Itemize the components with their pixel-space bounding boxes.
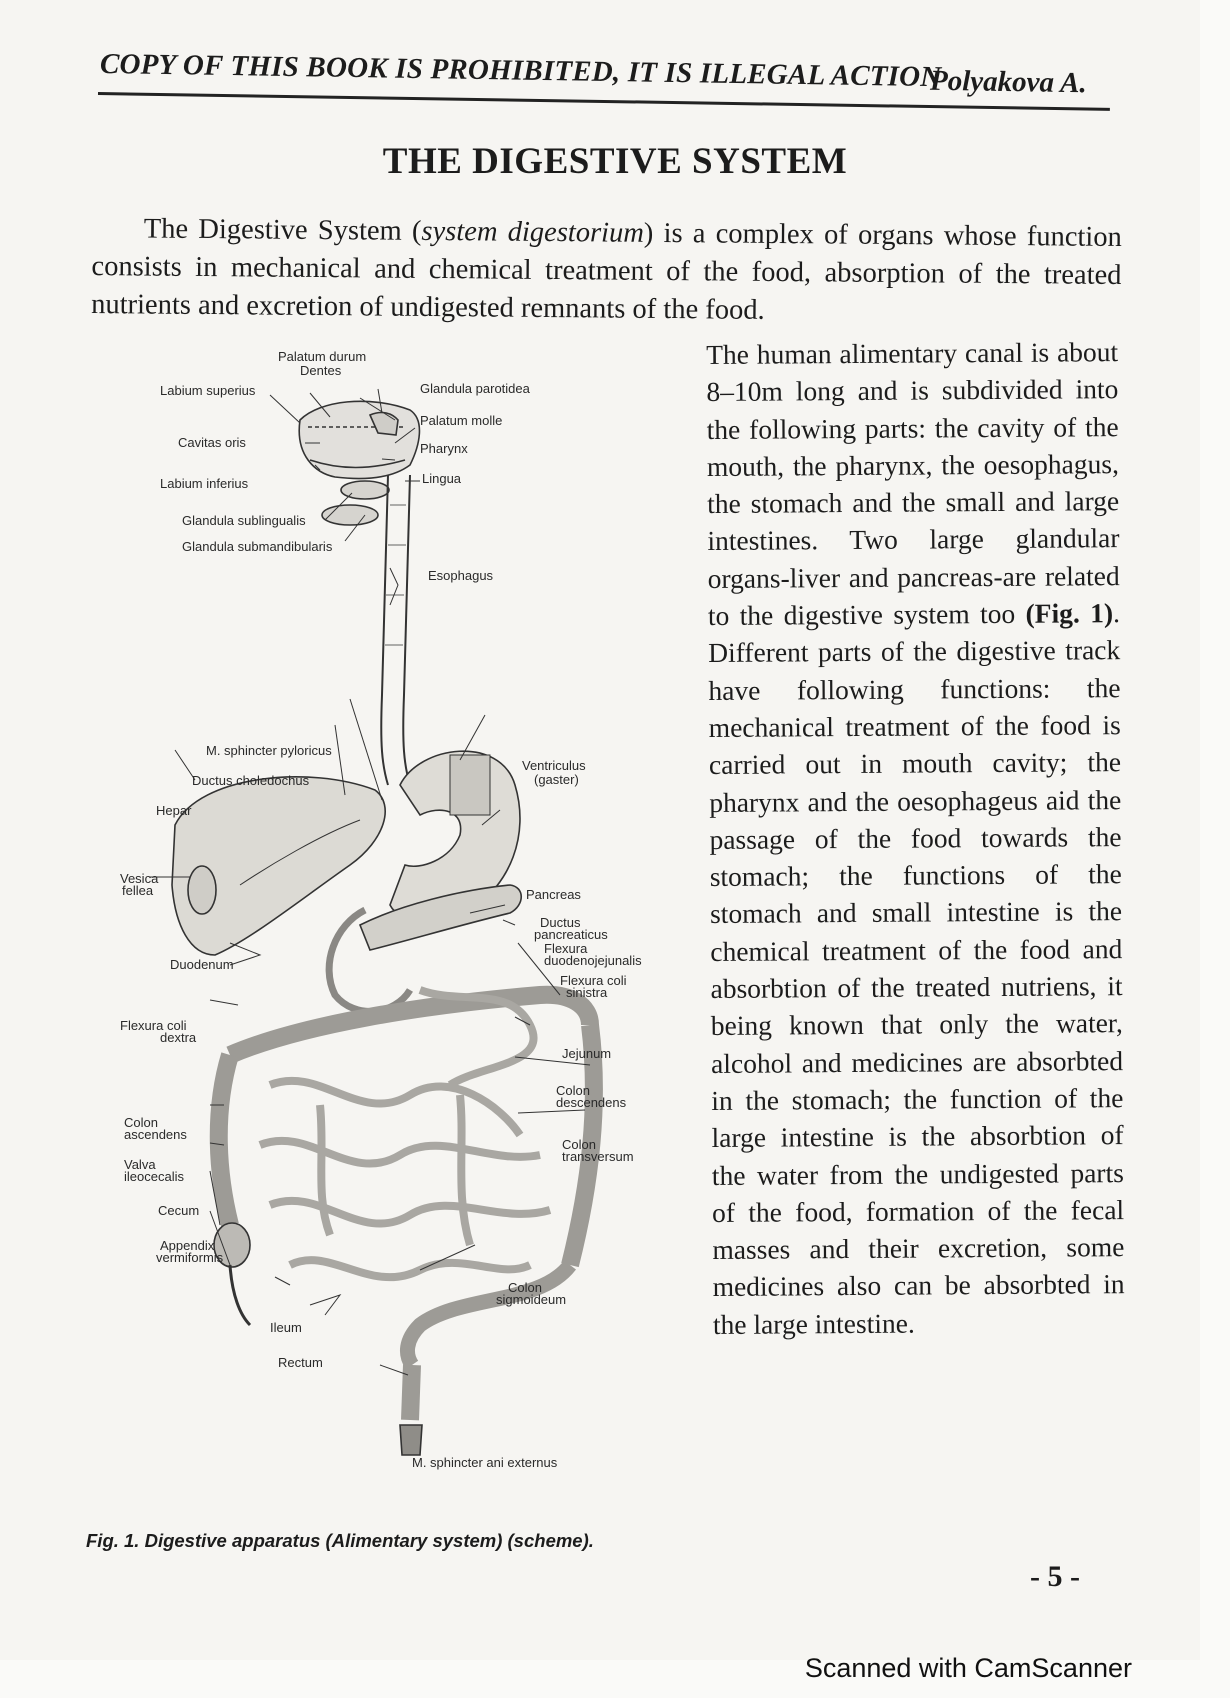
- page-number: - 5 -: [1030, 1560, 1080, 1593]
- label-glandula-parotidea: Glandula parotidea: [420, 381, 530, 396]
- label-vesica: Vesica: [120, 871, 159, 886]
- body-text-end: . Different parts of the digestive track have following functions: the mechanical treatment of the food is carried out in mouth cavity; the pharynx and the oesophageus aid the passage of the food towards the stomach; the functions of the stomach and small intestine is the chemical treatment of the food and absorbtion of the treated nutriens, it being known that only the water, alcohol and medicines are absorbted in the stomach; the function of the large intestine is the absorbtion of the water from the undigested parts of the food, formation of the fecal masses and their excretion, some medicines also can be absorbted in the large intestine.: [708, 597, 1125, 1340]
- label-ductus: Ductus: [540, 915, 581, 930]
- label-sinistra: sinistra: [566, 985, 608, 1000]
- label-lingua: Lingua: [422, 471, 462, 486]
- intro-text-start: The Digestive System (: [143, 213, 422, 247]
- label-rectum: Rectum: [278, 1355, 323, 1370]
- label-gaster: (gaster): [534, 772, 579, 787]
- label-m-sphincter-pyloricus: M. sphincter pyloricus: [206, 743, 332, 758]
- author-name: Polyakova A.: [929, 64, 1088, 100]
- label-pancreas: Pancreas: [526, 887, 581, 902]
- label-flexura: Flexura: [544, 941, 588, 956]
- figure-reference: (Fig. 1): [1025, 597, 1114, 629]
- digestive-system-figure: [120, 349, 700, 1485]
- label-ventriculus: Ventriculus: [522, 758, 586, 773]
- page-title: THE DIGESTIVE SYSTEM: [382, 141, 848, 182]
- label-transversum: transversum: [562, 1149, 634, 1164]
- label-pharynx: Pharynx: [420, 441, 468, 456]
- label-labium-superius: Labium superius: [160, 383, 256, 398]
- label-dextra: dextra: [160, 1030, 197, 1045]
- label-vermiformis: vermiformis: [156, 1250, 224, 1265]
- label-dentes: Dentes: [300, 363, 342, 378]
- label-jejunum: Jejunum: [562, 1046, 612, 1061]
- label-labium-inferius: Labium inferius: [160, 476, 249, 491]
- label-esophagus: Esophagus: [428, 568, 494, 583]
- label-colon-descendens: Colon: [556, 1083, 590, 1098]
- label-ileum: Ileum: [270, 1320, 302, 1335]
- label-valva: Valva: [124, 1157, 156, 1172]
- scanner-watermark: Scanned with CamScanner: [804, 1653, 1132, 1683]
- label-palatum-molle: Palatum molle: [420, 413, 503, 428]
- figure-caption: Fig. 1. Digestive apparatus (Alimentary system) (scheme).: [86, 1530, 594, 1551]
- label-ascendens: ascendens: [124, 1127, 187, 1142]
- label-duodenum: Duodenum: [170, 957, 234, 972]
- label-appendix: Appendix: [160, 1238, 215, 1253]
- label-sigmoideum: sigmoideum: [496, 1292, 567, 1307]
- label-glandula-submandibularis: Glandula submandibularis: [182, 539, 333, 554]
- label-palatum-durum: Palatum durum: [278, 349, 367, 364]
- label-colon-sigmoideum: Colon: [508, 1280, 542, 1295]
- label-duodenojejunalis: duodenojejunalis: [544, 953, 642, 968]
- label-glandula-sublingualis: Glandula sublingualis: [182, 513, 306, 528]
- body-paragraph: [706, 333, 1125, 1343]
- body-text-start: The human alimentary canal is about 8–10m long and is subdivided into the following parts: the cavity of the mouth, the pharynx, the oesophagus, the stomach and the small and large intestines. Two large glandular organs-liver and pancreas-are related to the digestive system too: [706, 336, 1120, 632]
- digestive-system-diagram: [120, 349, 700, 1485]
- label-pancreaticus: pancreaticus: [534, 927, 608, 942]
- intro-paragraph: [91, 210, 1122, 333]
- label-flexura-coli-sinistra: Flexura coli: [560, 973, 627, 988]
- label-cecum: Cecum: [158, 1203, 200, 1218]
- label-ductus-choledochus: Ductus choledochus: [192, 773, 310, 788]
- label-descendens: descendens: [556, 1095, 627, 1110]
- label-ileocecalis: ileocecalis: [124, 1169, 184, 1184]
- label-fellea: fellea: [122, 883, 154, 898]
- latin-term: system digestorium: [421, 215, 645, 249]
- copyright-notice: COPY OF THIS BOOK IS PROHIBITED, IT IS ILLEGAL ACTION: [99, 48, 942, 94]
- intro-text-end: ) is a complex of organs whose function consists in mechanical and chemical treatment of the food, absorption of the treated nutrients and excretion of undigested remnants of the food.: [91, 217, 1122, 326]
- label-flexura-coli-dextra: Flexura coli: [120, 1018, 187, 1033]
- label-hepar: Hepar: [156, 803, 192, 818]
- label-cavitas-oris: Cavitas oris: [178, 435, 246, 450]
- label-m-sphincter-ani: M. sphincter ani externus: [412, 1455, 558, 1470]
- label-colon-transversum: Colon: [562, 1137, 596, 1152]
- label-colon-ascendens: Colon: [124, 1115, 158, 1130]
